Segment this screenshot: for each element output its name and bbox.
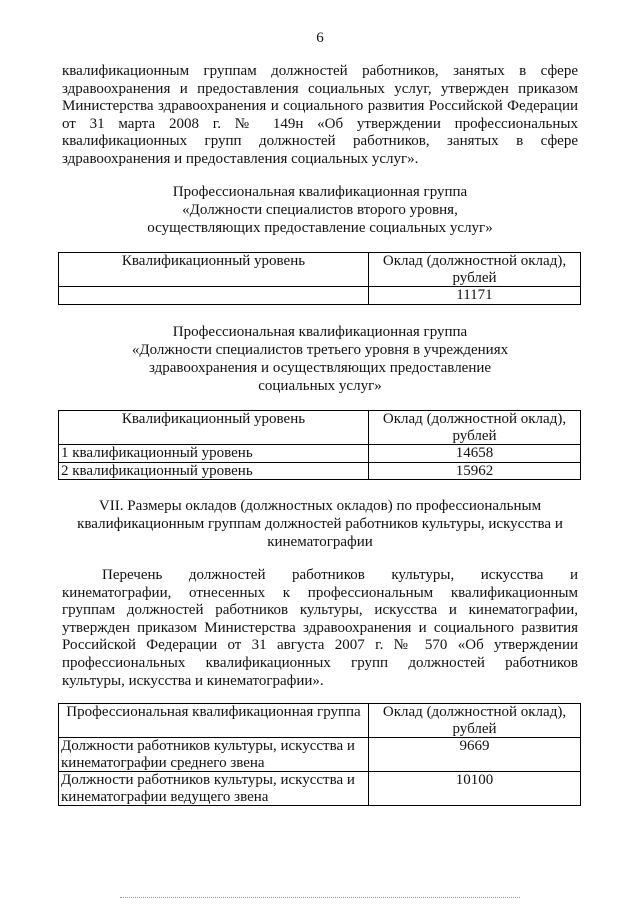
header-salary xyxy=(369,253,581,287)
table-row xyxy=(59,772,581,806)
para-line: культуры, искусства и кинематографии». xyxy=(62,672,324,689)
group-cell-line: Должности работников культуры, искусства и xyxy=(61,738,355,754)
group-cell-line: кинематографии ведущего звена xyxy=(61,788,269,805)
header-group: Профессиональная квалификационная группа xyxy=(59,704,369,738)
heading-line: VII. Размеры окладов (должностных окладов) по профессиональным xyxy=(98,498,542,514)
section7-paragraph xyxy=(62,567,578,690)
salary-cell: 11171 xyxy=(369,287,581,305)
intro-line: квалификационным группам должностей работников, занятых в сфере xyxy=(62,63,578,79)
intro-line: здравоохранения и предоставления социальных услуг, утвержден приказом xyxy=(62,80,578,97)
header-salary xyxy=(369,704,581,738)
level-cell: 2 квалификационный уровень xyxy=(59,462,369,480)
group2-table xyxy=(58,252,581,305)
header-salary-line: Оклад (должностной оклад), xyxy=(382,411,567,427)
heading-line: осуществляющих предоставление социальных услуг» xyxy=(147,220,493,236)
heading-line: здравоохранения и осуществляющих предоставление xyxy=(148,360,492,376)
page-number: 6 xyxy=(316,30,324,46)
header-salary-line: Оклад (должностной оклад), xyxy=(382,704,567,720)
section7-table xyxy=(58,703,581,806)
intro-line: от 31 марта 2008 г. № 149н «Об утверждении профессиональных xyxy=(62,115,578,132)
group-cell xyxy=(59,738,369,772)
para-line: Российской Федерации от 31 августа 2007 г. № 570 «Об утверждении xyxy=(62,637,578,654)
intro-paragraph xyxy=(62,63,578,169)
heading-line: квалификационным группам должностей работников культуры, искусства и xyxy=(77,516,563,532)
group-cell xyxy=(59,772,369,806)
header-level: Квалификационный уровень xyxy=(59,253,369,287)
table-row xyxy=(59,445,581,463)
salary-cell: 9669 xyxy=(369,738,581,772)
salary-cell: 15962 xyxy=(369,462,581,480)
header-salary-line: рублей xyxy=(452,427,497,444)
para-line: утвержден приказом Министерства здравоохранения и социального развития xyxy=(62,619,578,636)
para-line: группам должностей работников культуры, искусства и кинематографии, xyxy=(62,602,578,619)
table-header-row xyxy=(59,704,581,738)
group-cell-line: кинематографии среднего звена xyxy=(61,754,265,771)
heading-line: кинематографии xyxy=(267,534,373,550)
group3-heading xyxy=(40,323,600,395)
heading-line: «Должности специалистов второго уровня, xyxy=(182,202,458,218)
salary-cell: 14658 xyxy=(369,445,581,463)
header-salary-line: рублей xyxy=(452,269,497,286)
table-header-row xyxy=(59,253,581,287)
heading-line: Профессиональная квалификационная группа xyxy=(172,184,468,200)
table-header-row xyxy=(59,411,581,445)
intro-line: здравоохранения и предоставления социальных услуг». xyxy=(62,150,419,167)
group3-table xyxy=(58,410,581,480)
bottom-dotted-rule xyxy=(120,897,520,898)
header-salary-line: рублей xyxy=(452,720,497,737)
heading-line: Профессиональная квалификационная группа xyxy=(172,324,468,340)
table-row xyxy=(59,738,581,772)
para-line: кинематографии, отнесенных к профессиональным квалификационным xyxy=(62,584,578,601)
heading-line: социальных услуг» xyxy=(258,378,382,394)
header-level: Квалификационный уровень xyxy=(59,411,369,445)
header-salary-line: Оклад (должностной оклад), xyxy=(382,253,567,269)
group2-heading xyxy=(40,183,600,237)
table-row xyxy=(59,462,581,480)
section7-heading xyxy=(40,497,600,551)
heading-line: «Должности специалистов третьего уровня в учреждениях xyxy=(131,342,509,358)
level-cell: 1 квалификационный уровень xyxy=(59,445,369,463)
level-cell xyxy=(59,287,369,305)
salary-cell: 10100 xyxy=(369,772,581,806)
group-cell-line: Должности работников культуры, искусства и xyxy=(61,772,355,788)
intro-line: Министерства здравоохранения и социального развития Российской Федерации xyxy=(62,98,578,115)
table-row xyxy=(59,287,581,305)
header-salary xyxy=(369,411,581,445)
para-line: профессиональных квалификационных групп должностей работников xyxy=(62,654,578,671)
para-line: Перечень должностей работников культуры, искусства и xyxy=(102,567,578,583)
intro-line: квалификационных групп должностей работников, занятых в сфере xyxy=(62,133,578,150)
